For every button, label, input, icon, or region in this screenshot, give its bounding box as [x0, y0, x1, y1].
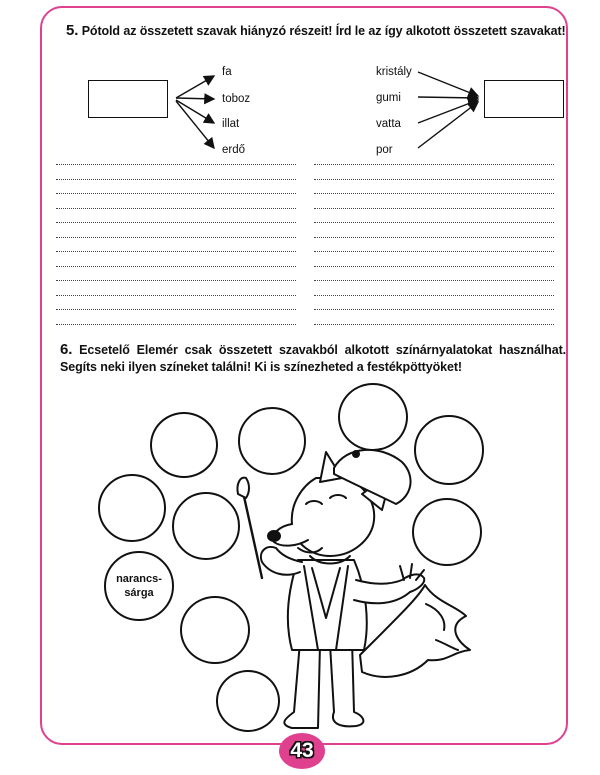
task-5-text: Pótold az összetett szavak hiányzó részeit! Írd le az így alkotott összetett szavakat! — [81, 24, 566, 38]
right-word: gumi — [376, 92, 401, 104]
left-word: erdő — [222, 144, 246, 156]
task-6-number: 6. — [60, 341, 73, 358]
right-word: vatta — [376, 118, 401, 130]
task-6-text: Ecsetelő Elemér csak összetett szavakból alkotott színárnyalatokat használhat. Segíts neki ilyen színeket találni! Ki is színezheted a festékpöttyöket! — [60, 343, 567, 374]
right-word: por — [376, 144, 393, 156]
right-word: kristály — [376, 66, 412, 78]
left-word: fa — [222, 66, 232, 78]
example-color-text: narancs- sárga — [116, 573, 162, 599]
page-number: 43 — [290, 739, 314, 762]
left-word: toboz — [222, 93, 251, 105]
page-number-badge — [279, 733, 325, 769]
left-word: illat — [222, 118, 240, 130]
task-5-number: 5. — [66, 22, 79, 39]
